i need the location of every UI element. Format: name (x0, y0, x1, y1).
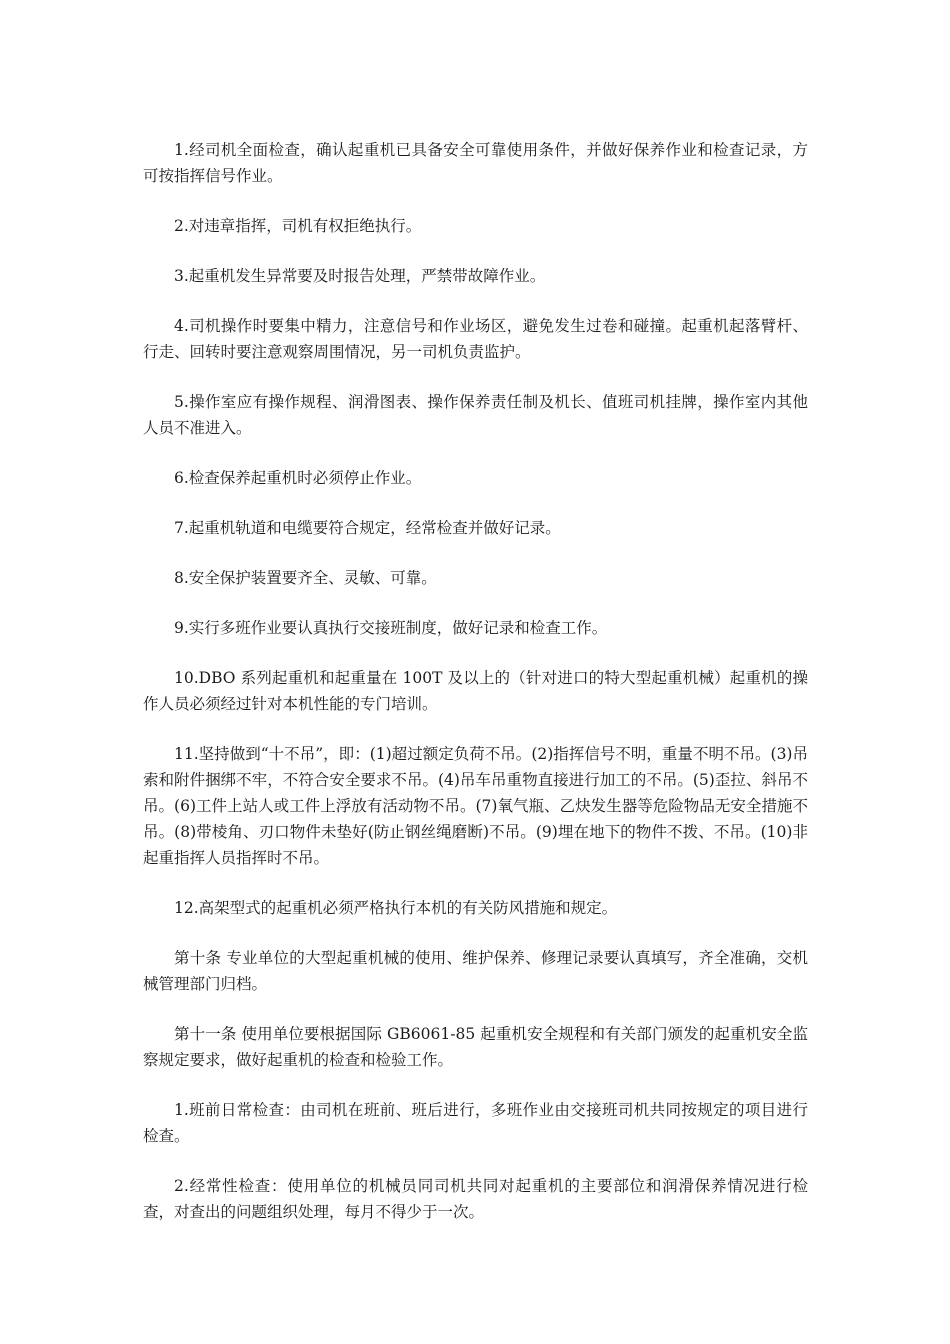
article-10-paragraph: 第十条 专业单位的大型起重机械的使用、维护保养、修理记录要认真填写，齐全准确，交机械管理部门归档。 (143, 949, 808, 993)
article-11-paragraph: 第十一条 使用单位要根据国际 GB6061-85 起重机安全规程和有关部门颁发的起重机安全监察规定要求，做好起重机的检查和检验工作。 (143, 1025, 808, 1069)
paragraph-8: 8.安全保护装置要齐全、灵敏、可靠。 (174, 569, 437, 587)
paragraph-3: 3.起重机发生异常要及时报告处理，严禁带故障作业。 (174, 267, 546, 285)
paragraph-11: 11.坚持做到“十不吊”，即：(1)超过额定负荷不吊。(2)指挥信号不明，重量不明不吊。(3)吊索和附件捆绑不牢，不符合安全要求不吊。(4)吊车吊重物直接进行加工的不吊。(5)歪拉、斜吊不吊。(6)工件上站人或工件上浮放有活动物不吊。(7)氧气瓶、乙炔发生器等危险物品无安全措施不吊。(8)带棱角、刃口物件未垫好(防止钢丝绳磨断)不吊。(9)埋在地下的物件不拨、不吊。(10)非起重指挥人员指挥时不吊。 (143, 745, 808, 867)
paragraph-9: 9.实行多班作业要认真执行交接班制度，做好记录和检查工作。 (174, 619, 608, 637)
paragraph-12: 12.高架型式的起重机必须严格执行本机的有关防风措施和规定。 (174, 899, 618, 917)
paragraph-10: 10.DBO 系列起重机和起重量在 100T 及以上的（针对进口的特大型起重机械）起重机的操作人员必须经过针对本机性能的专门培训。 (143, 669, 808, 713)
paragraph-6: 6.检查保养起重机时必须停止作业。 (174, 469, 422, 487)
inspection-item-2: 2.经常性检查：使用单位的机械员同司机共同对起重机的主要部位和润滑保养情况进行检查，对查出的问题组织处理，每月不得少于一次。 (143, 1177, 808, 1221)
document-page (143, 137, 808, 1249)
paragraph-2: 2.对违章指挥，司机有权拒绝执行。 (174, 217, 422, 235)
inspection-item-1: 1.班前日常检查：由司机在班前、班后进行，多班作业由交接班司机共同按规定的项目进行检查。 (143, 1101, 808, 1145)
paragraph-1: 1.经司机全面检查，确认起重机已具备安全可靠使用条件，并做好保养作业和检查记录，方可按指挥信号作业。 (143, 141, 808, 185)
paragraph-7: 7.起重机轨道和电缆要符合规定，经常检查并做好记录。 (174, 519, 561, 537)
paragraph-4: 4.司机操作时要集中精力，注意信号和作业场区，避免发生过卷和碰撞。起重机起落臂杆、行走、回转时要注意观察周围情况，另一司机负责监护。 (143, 317, 808, 361)
paragraph-5: 5.操作室应有操作规程、润滑图表、操作保养责任制及机长、值班司机挂牌，操作室内其他人员不准进入。 (143, 393, 808, 437)
